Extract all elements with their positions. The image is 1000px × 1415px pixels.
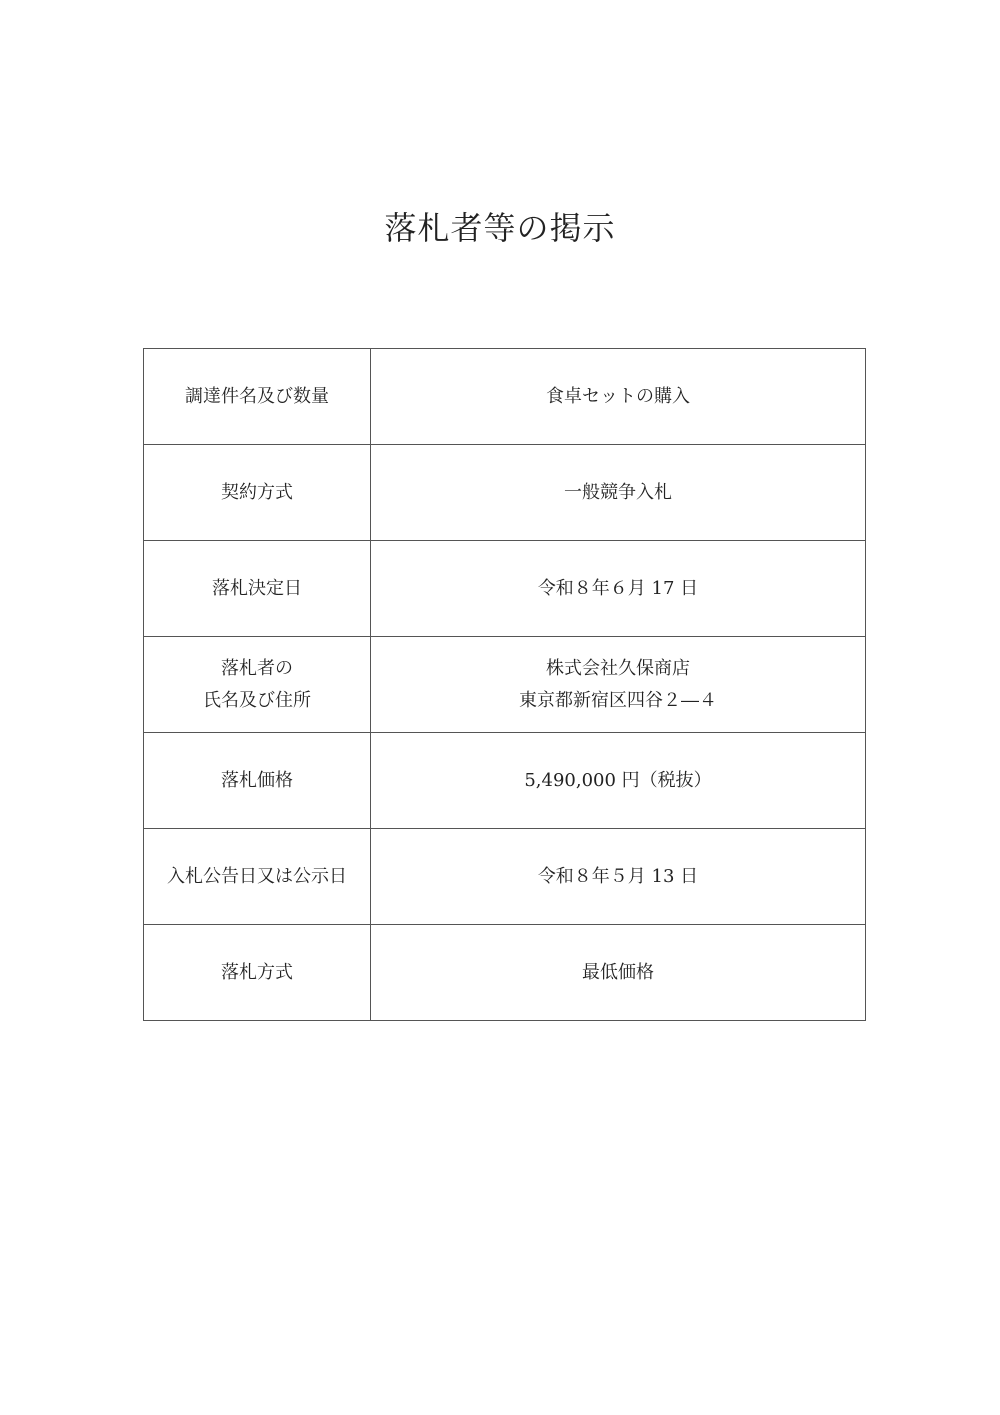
- label-award-date: [144, 541, 371, 637]
- label-text: 落札価格: [221, 769, 293, 791]
- value-winner: [371, 637, 866, 733]
- value-text: 食卓セットの購入: [546, 385, 690, 407]
- label-procurement-item: [144, 349, 371, 445]
- value-award-method: [371, 925, 866, 1021]
- label-text: 氏名及び住所: [203, 689, 311, 711]
- row-award-date: [144, 541, 866, 637]
- label-text: 落札決定日: [212, 577, 302, 599]
- value-text: 令和８年６月 17 日: [537, 577, 699, 599]
- label-text: 契約方式: [221, 481, 293, 503]
- label-contract-method: [144, 445, 371, 541]
- row-winner: [144, 637, 866, 733]
- winner-address: 東京都新宿区四谷２―４: [519, 689, 717, 711]
- row-procurement-item: [144, 349, 866, 445]
- label-text: 入札公告日又は公示日: [167, 865, 347, 887]
- page-title: 落札者等の掲示: [384, 209, 616, 247]
- label-award-price: [144, 733, 371, 829]
- row-award-method: [144, 925, 866, 1021]
- value-procurement-item: [371, 349, 866, 445]
- value-award-date: [371, 541, 866, 637]
- label-award-method: [144, 925, 371, 1021]
- notice-table: [143, 348, 866, 1021]
- label-text: 落札者の: [221, 657, 293, 679]
- label-text: 調達件名及び数量: [185, 385, 329, 407]
- value-text: 令和８年５月 13 日: [537, 865, 699, 887]
- row-announcement-date: [144, 829, 866, 925]
- row-award-price: [144, 733, 866, 829]
- label-announcement-date: [144, 829, 371, 925]
- value-text: 最低価格: [582, 961, 654, 983]
- value-award-price: [371, 733, 866, 829]
- value-text: 一般競争入札: [564, 481, 672, 503]
- value-announcement-date: [371, 829, 866, 925]
- value-text: 5,490,000 円（税抜）: [524, 769, 712, 791]
- label-text: 落札方式: [221, 961, 293, 983]
- value-contract-method: [371, 445, 866, 541]
- row-contract-method: [144, 445, 866, 541]
- winner-name: 株式会社久保商店: [546, 657, 690, 679]
- label-winner: [144, 637, 371, 733]
